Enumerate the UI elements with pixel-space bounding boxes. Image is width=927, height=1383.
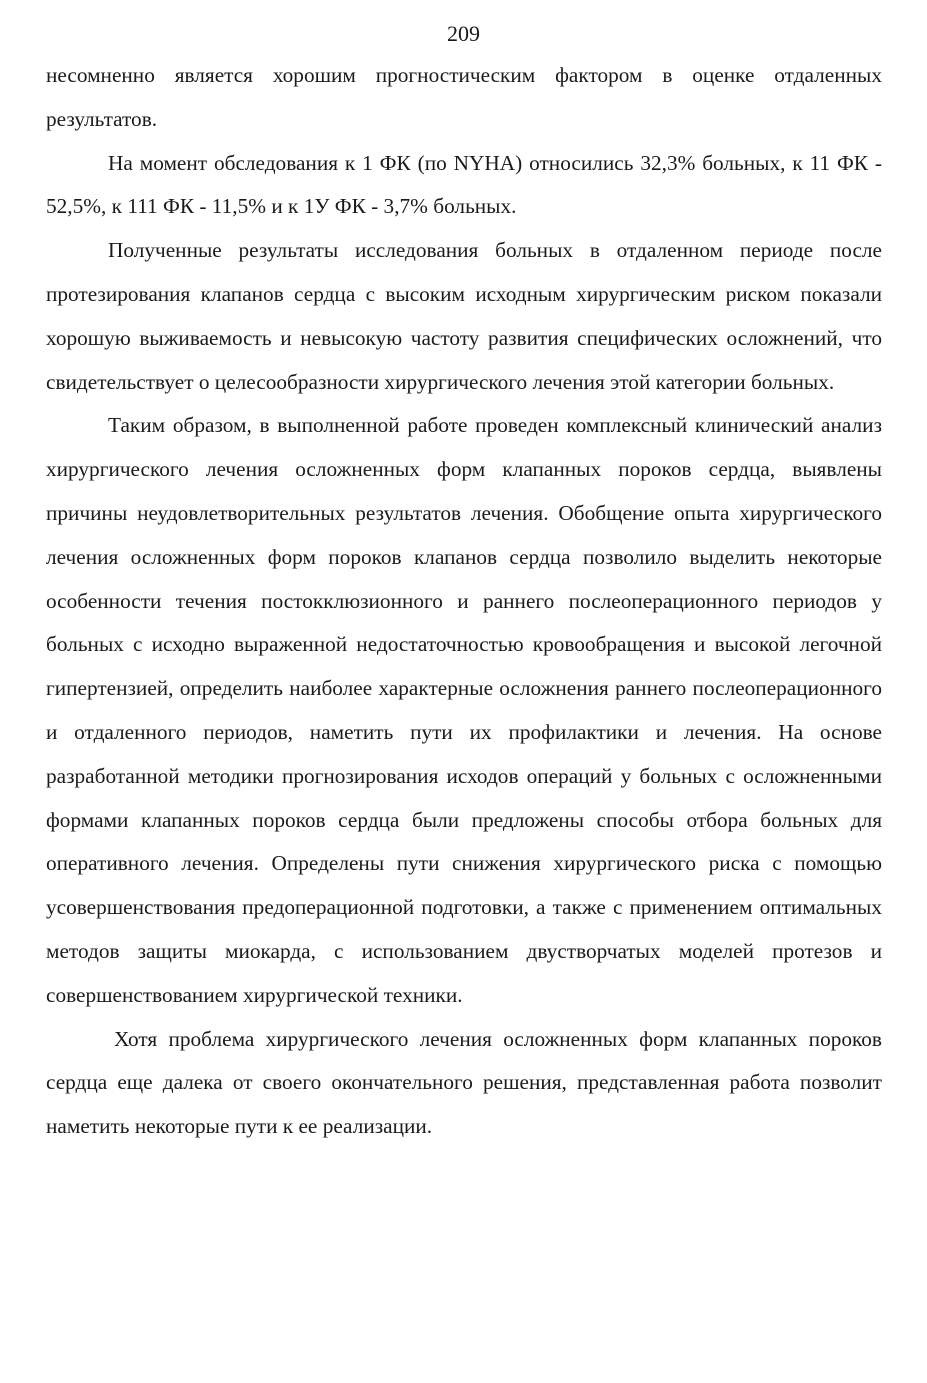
paragraph-final: Хотя проблема хирургического лечения осложненных форм клапанных пороков сердца еще далека от своего окончательного решения, представленная работа позволит наметить некоторые пути к ее реализации. — [46, 1026, 882, 1139]
paragraph-conclusion: Таким образом, в выполненной работе проведен комплексный клинический анализ хирургического лечения осложненных форм клапанных пороков сердца, выявлены причины неудовлетворительных результатов лечения. Обобщение опыта хирургического лечения осложненных форм пороков клапанов сердца позволило выделить некоторые особенности течения постокклюзионного и раннего послеоперационного периодов у больных с исходно выраженной недостаточностью кровообращения и высокой легочной гипертензией, определить наиболее характерные осложнения раннего послеоперационного и отдаленного периодов, наметить пути их профилактики и лечения. На основе разработанной методики прогнозирования исходов операций у больных с осложненными формами клапанных пороков сердца были предложены способы отбора больных для оперативного лечения. Определены пути снижения хирургического риска с помощью усовершенствования предоперационной подготовки, а также с применением оптимальных методов защиты миокарда, с использованием двустворчатых моделей протезов и совершенствованием хирургической техники. — [46, 413, 882, 1007]
body-text — [46, 54, 882, 1149]
page-number: 209 — [447, 21, 480, 46]
paragraph-continuation: несомненно является хорошим прогностическим фактором в оценке отдаленных результатов. — [46, 63, 882, 131]
paragraph-nyha-classes: На момент обследования к 1 ФК (по NYHA) относились 32,3% больных, к 11 ФК - 52,5%, к 111 ФК - 11,5% и к 1У ФК - 3,7% больных. — [46, 150, 882, 219]
paragraph-long-term-results: Полученные результаты исследования больных в отдаленном периоде после протезирования клапанов сердца с высоким исходным хирургическим риском показали хорошую выживаемость и невысокую частоту развития специфических осложнений, что свидетельствует о целесообразности хирургического лечения этой категории больных. — [46, 238, 882, 394]
